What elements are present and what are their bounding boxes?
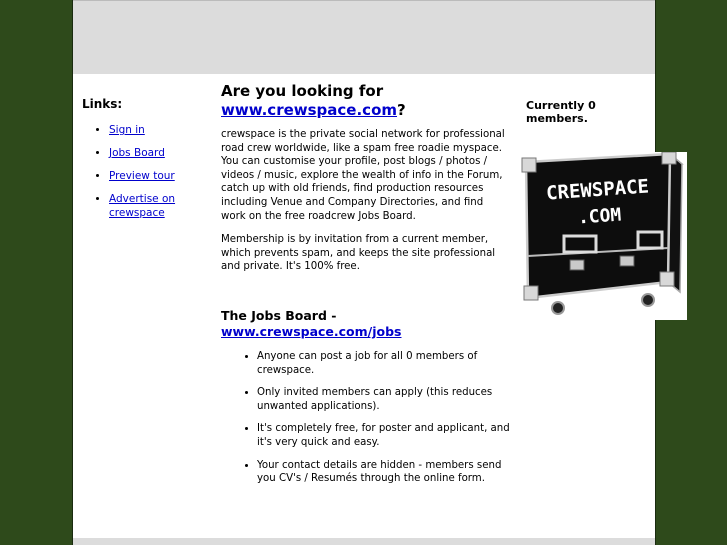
membership-paragraph: Membership is by invitation from a current member, which prevents spam, and keeps the site professional and private. It's 100% free. <box>221 234 496 273</box>
footer-band <box>73 538 655 545</box>
headline-suffix: ? <box>397 101 406 119</box>
preview-tour-link[interactable]: Preview tour <box>109 170 175 182</box>
list-item: • Only invited members can apply (this reduces unwanted applications). <box>257 386 511 413</box>
jobs-heading-text: The Jobs Board - <box>221 307 337 323</box>
headline-prefix: Are you looking for <box>221 82 384 100</box>
crewspace-case-image <box>520 152 687 320</box>
jobs-heading <box>221 308 511 340</box>
jobs-board-link[interactable]: Jobs Board <box>109 147 165 159</box>
list-item: • It's completely free, for poster and applicant, and it's very quick and easy. <box>257 422 511 449</box>
sidebar-title: Links: <box>82 97 123 111</box>
header-band <box>73 0 655 74</box>
sidebar-item <box>109 123 202 137</box>
flight-case-illustration <box>520 152 687 320</box>
page-title <box>221 82 511 120</box>
intro-paragraph: crewspace is the private social network for professional road crew worldwide, like a spam free roadie myspace. You can customise your profile, post blogs / photos / videos / music, explore the wealth of info in the Forum, catch up with old friends, find production resources including Venue and Company Directories, and find work on the free roadcrew Jobs Board. <box>221 129 505 222</box>
case-logo-line1: CREWSPACE <box>545 175 650 205</box>
member-count: Currently 0 members. <box>526 99 596 125</box>
jobs-link[interactable]: www.crewspace.com/jobs <box>221 323 402 339</box>
sign-in-link[interactable]: Sign in <box>109 124 145 136</box>
jobs-list <box>221 350 511 486</box>
list-item: • Your contact details are hidden - members send you CV's / Resumés through the online form. <box>257 459 511 486</box>
headline-link[interactable]: www.crewspace.com <box>221 101 398 119</box>
sidebar <box>82 97 202 229</box>
sidebar-item <box>109 192 202 220</box>
sidebar-item <box>109 169 202 183</box>
list-item: • Anyone can post a job for all 0 members of crewspace. <box>257 350 511 377</box>
page-container <box>72 0 656 545</box>
sidebar-item <box>109 146 202 160</box>
advertise-link[interactable]: Advertise on crewspace <box>109 193 176 219</box>
case-logo-line2: .COM <box>577 204 622 229</box>
sidebar-links <box>82 123 202 220</box>
main-content <box>221 82 511 495</box>
